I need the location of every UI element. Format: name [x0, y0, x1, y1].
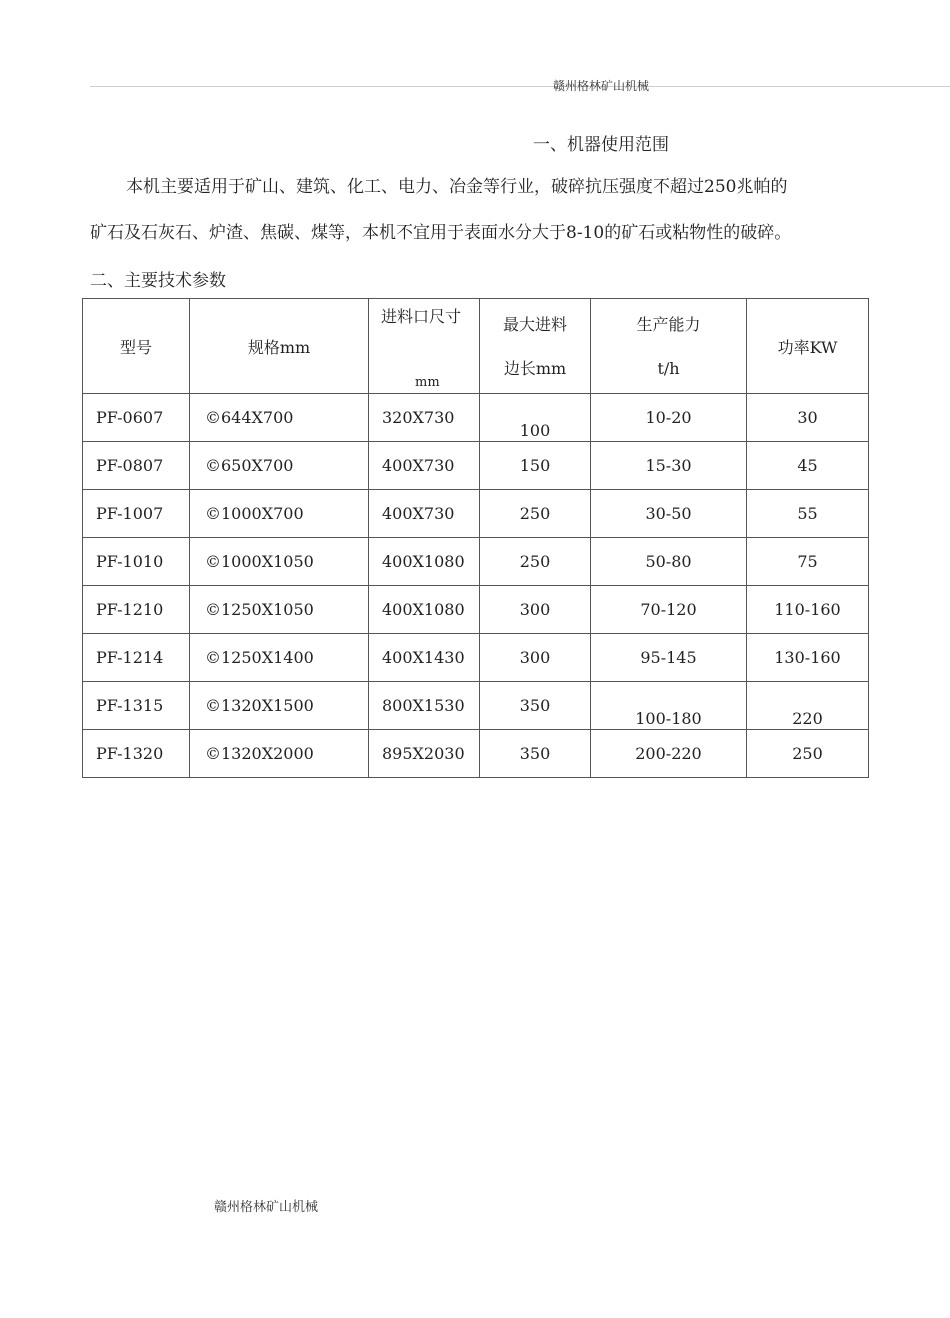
cell-spec: ©1320X2000	[190, 730, 369, 778]
cell-feed: 400X730	[369, 490, 480, 538]
cell-spec: ©644X700	[190, 394, 369, 442]
cell-feed: 895X2030	[369, 730, 480, 778]
header-max-feed	[480, 299, 591, 394]
table-row	[83, 682, 869, 730]
cell-max-feed: 350	[480, 682, 591, 730]
header-power: 功率KW	[747, 299, 869, 394]
header-capacity-unit: t/h	[657, 359, 680, 378]
cell-capacity: 15-30	[591, 442, 747, 490]
header-rule	[90, 86, 950, 87]
header-feed-size	[369, 299, 480, 394]
table-row	[83, 538, 869, 586]
table-row	[83, 730, 869, 778]
cell-spec: ©1250X1050	[190, 586, 369, 634]
cell-capacity	[591, 682, 747, 730]
cell-max-feed: 350	[480, 730, 591, 778]
cell-model: PF-1214	[83, 634, 190, 682]
cell-max-feed: 300	[480, 586, 591, 634]
cell-max-feed-value: 100	[519, 421, 551, 440]
section-1-paragraph-line-1: 本机主要适用于矿山、建筑、化工、电力、冶金等行业，破碎抗压强度不超过250兆帕的	[126, 177, 788, 197]
cell-power	[747, 682, 869, 730]
cell-max-feed: 300	[480, 634, 591, 682]
cell-power: 110-160	[747, 586, 869, 634]
header-feed-size-unit: mm	[415, 375, 440, 390]
cell-power: 75	[747, 538, 869, 586]
cell-spec: ©1320X1500	[190, 682, 369, 730]
cell-power: 45	[747, 442, 869, 490]
section-1-paragraph-line-2: 矿石及石灰石、炉渣、焦碳、煤等，本机不宜用于表面水分大于8-10的矿石或粘物性的破碎。	[90, 223, 792, 243]
cell-model: PF-1210	[83, 586, 190, 634]
cell-capacity-value: 100-180	[635, 709, 702, 728]
cell-power-value: 220	[792, 709, 823, 728]
header-max-feed-unit: 边长mm	[503, 359, 567, 378]
cell-capacity: 10-20	[591, 394, 747, 442]
table-header-row	[83, 299, 869, 394]
cell-feed: 400X730	[369, 442, 480, 490]
cell-max-feed	[480, 394, 591, 442]
table-row	[83, 634, 869, 682]
cell-capacity: 70-120	[591, 586, 747, 634]
header-capacity-label: 生产能力	[636, 315, 701, 334]
table-row	[83, 586, 869, 634]
table-row	[83, 490, 869, 538]
header-spec: 规格mm	[190, 299, 369, 394]
header-capacity	[591, 299, 747, 394]
cell-model: PF-1010	[83, 538, 190, 586]
cell-capacity: 95-145	[591, 634, 747, 682]
cell-feed: 800X1530	[369, 682, 480, 730]
cell-power: 250	[747, 730, 869, 778]
cell-capacity: 50-80	[591, 538, 747, 586]
cell-feed: 400X1430	[369, 634, 480, 682]
cell-spec: ©1250X1400	[190, 634, 369, 682]
footer-company: 赣州格林矿山机械	[214, 1200, 319, 1215]
cell-model: PF-0607	[83, 394, 190, 442]
cell-model: PF-0807	[83, 442, 190, 490]
cell-capacity: 200-220	[591, 730, 747, 778]
section-2-title: 二、主要技术参数	[90, 271, 226, 291]
header-feed-size-label: 进料口尺寸	[381, 307, 462, 326]
cell-power: 130-160	[747, 634, 869, 682]
cell-max-feed: 250	[480, 538, 591, 586]
header-model: 型号	[83, 299, 190, 394]
cell-feed: 400X1080	[369, 586, 480, 634]
cell-spec: ©1000X1050	[190, 538, 369, 586]
cell-max-feed: 250	[480, 490, 591, 538]
cell-power: 55	[747, 490, 869, 538]
header-max-feed-label: 最大进料	[502, 315, 567, 334]
cell-feed: 400X1080	[369, 538, 480, 586]
cell-max-feed: 150	[480, 442, 591, 490]
cell-model: PF-1007	[83, 490, 190, 538]
cell-capacity: 30-50	[591, 490, 747, 538]
cell-spec: ©650X700	[190, 442, 369, 490]
cell-power: 30	[747, 394, 869, 442]
header-company: 赣州格林矿山机械	[553, 79, 650, 93]
section-1-title: 一、机器使用范围	[533, 135, 669, 155]
table-row	[83, 442, 869, 490]
cell-feed: 320X730	[369, 394, 480, 442]
cell-spec: ©1000X700	[190, 490, 369, 538]
cell-model: PF-1315	[83, 682, 190, 730]
table-row	[83, 394, 869, 442]
cell-model: PF-1320	[83, 730, 190, 778]
spec-table	[82, 298, 869, 778]
